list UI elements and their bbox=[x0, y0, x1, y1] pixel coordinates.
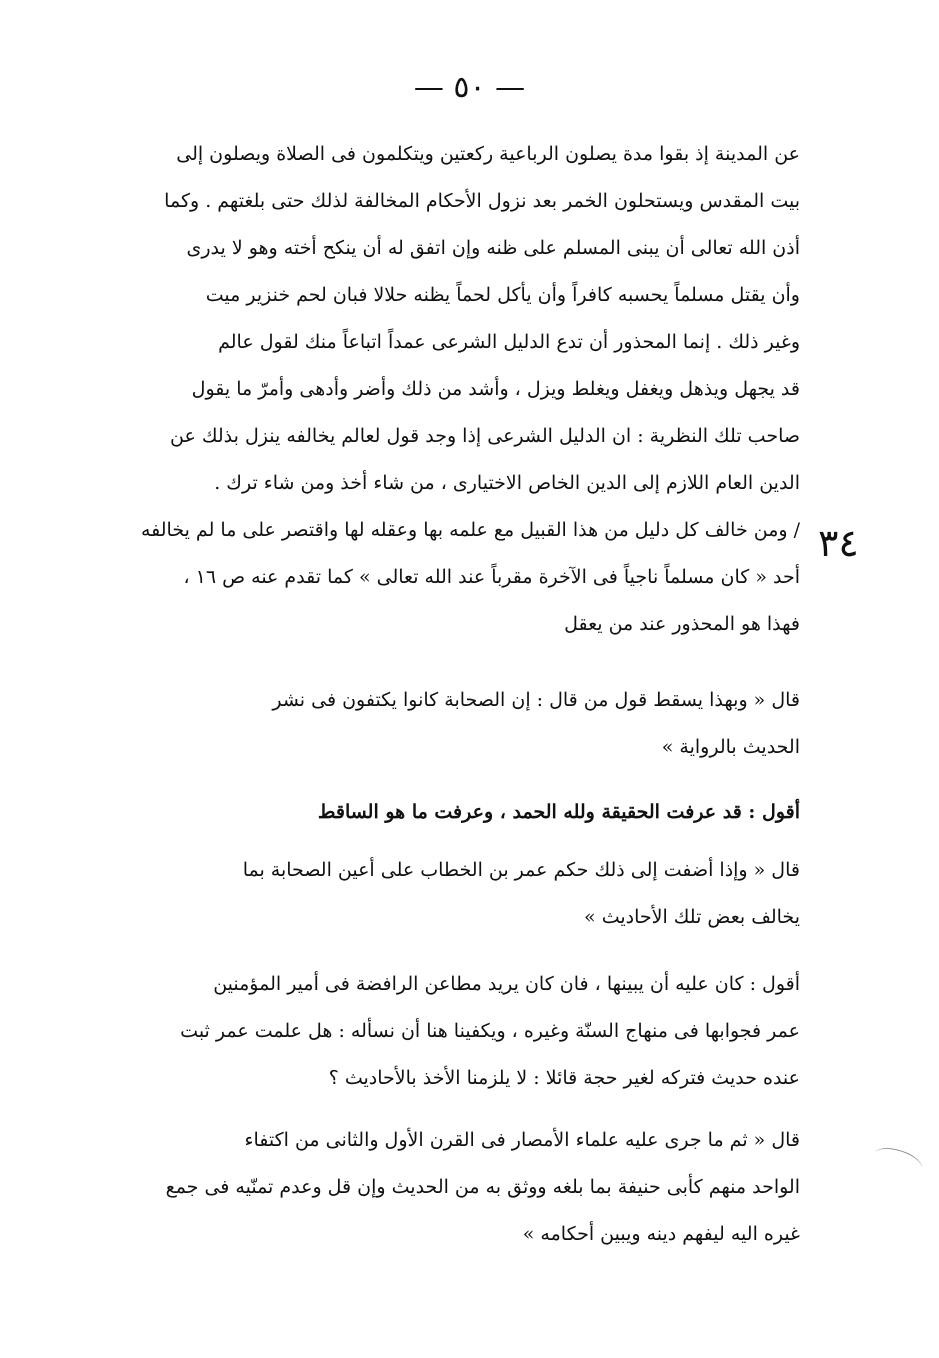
pen-mark-decoration bbox=[871, 1143, 926, 1180]
text-line: الحديث بالرواية » bbox=[661, 736, 800, 758]
paragraph-reply-umar bbox=[100, 960, 800, 1101]
text-line: قال « وبهذا يسقط قول من قال : إن الصحابة كانوا يكتفون فى نشر bbox=[272, 689, 800, 711]
text-line: يخالف بعض تلك الأحاديث » bbox=[584, 906, 800, 928]
text-line: أقول : قد عرفت الحقيقة ولله الحمد ، وعرفت ما هو الساقط bbox=[317, 801, 800, 823]
paragraph-main-argument bbox=[100, 130, 800, 647]
paragraph-reply-truth bbox=[100, 788, 800, 835]
text-line: أحد « كان مسلماً ناجياً فى الآخرة مقرباً عند الله تعالى » كما تقدم عنه ص ١٦ ، bbox=[183, 566, 800, 588]
text-line: أقول : كان عليه أن يبينها ، فان كان يريد مطاعن الرافضة فى أمير المؤمنين bbox=[213, 973, 800, 995]
margin-page-reference: ٣٤ bbox=[818, 521, 859, 565]
text-line: وأن يقتل مسلماً يحسبه كافراً وأن يأكل لحماً يظنه حلالا فبان لحم خنزير ميت bbox=[205, 284, 800, 306]
text-line: أذن الله تعالى أن يبنى المسلم على ظنه وإن اتفق له أن ينكح أخته وهو لا يدرى bbox=[186, 237, 800, 259]
text-line: قد يجهل ويذهل ويغفل ويغلط ويزل ، وأشد من ذلك وأضر وأدهى وأمرّ ما يقول bbox=[191, 378, 800, 400]
text-line: قال « وإذا أضفت إلى ذلك حكم عمر بن الخطاب على أعين الصحابة بما bbox=[242, 859, 800, 881]
text-line: عنده حديث فتركه لغير حجة قائلا : لا يلزمنا الأخذ بالأحاديث ؟ bbox=[328, 1067, 800, 1089]
paragraph-quote-sahaba bbox=[100, 676, 800, 770]
text-line: عن المدينة إذ بقوا مدة يصلون الرباعية ركعتين ويتكلمون فى الصلاة ويصلون إلى bbox=[176, 143, 800, 165]
text-line: وغير ذلك . إنما المحذور أن تدع الدليل الشرعى عمداً اتباعاً منك لقول عالم bbox=[218, 331, 800, 353]
paragraph-quote-scholars bbox=[100, 1116, 800, 1257]
text-line: الدين العام اللازم إلى الدين الخاص الاختيارى ، من شاء أخذ ومن شاء ترك . bbox=[214, 472, 800, 494]
text-line: بيت المقدس ويستحلون الخمر بعد نزول الأحكام المخالفة لذلك حتى بلغتهم . وكما bbox=[164, 190, 800, 212]
paragraph-quote-umar bbox=[100, 846, 800, 940]
text-line: / ومن خالف كل دليل من هذا القبيل مع علمه بها وعقله لها واقتصر على ما لم يخالفه bbox=[140, 519, 800, 541]
text-line: الواحد منهم كأبى حنيفة بما بلغه ووثق به من الحديث وإن قل وعدم تمنّيه فى جمع bbox=[165, 1176, 800, 1198]
text-line: فهذا هو المحذور عند من يعقل bbox=[564, 613, 800, 635]
text-line: صاحب تلك النظرية : ان الدليل الشرعى إذا وجد قول لعالم يخالفه ينزل بذلك عن bbox=[170, 425, 800, 447]
text-line: عمر فجوابها فى منهاج السنّة وغيره ، ويكفينا هنا أن نسأله : هل علمت عمر ثبت bbox=[180, 1020, 800, 1042]
text-line: قال « ثم ما جرى عليه علماء الأمصار فى القرن الأول والثانى من اكتفاء bbox=[244, 1129, 800, 1151]
page-number: — ٥٠ — bbox=[413, 70, 526, 105]
text-line: غيره اليه ليفهم دينه ويبين أحكامه » bbox=[522, 1223, 800, 1245]
